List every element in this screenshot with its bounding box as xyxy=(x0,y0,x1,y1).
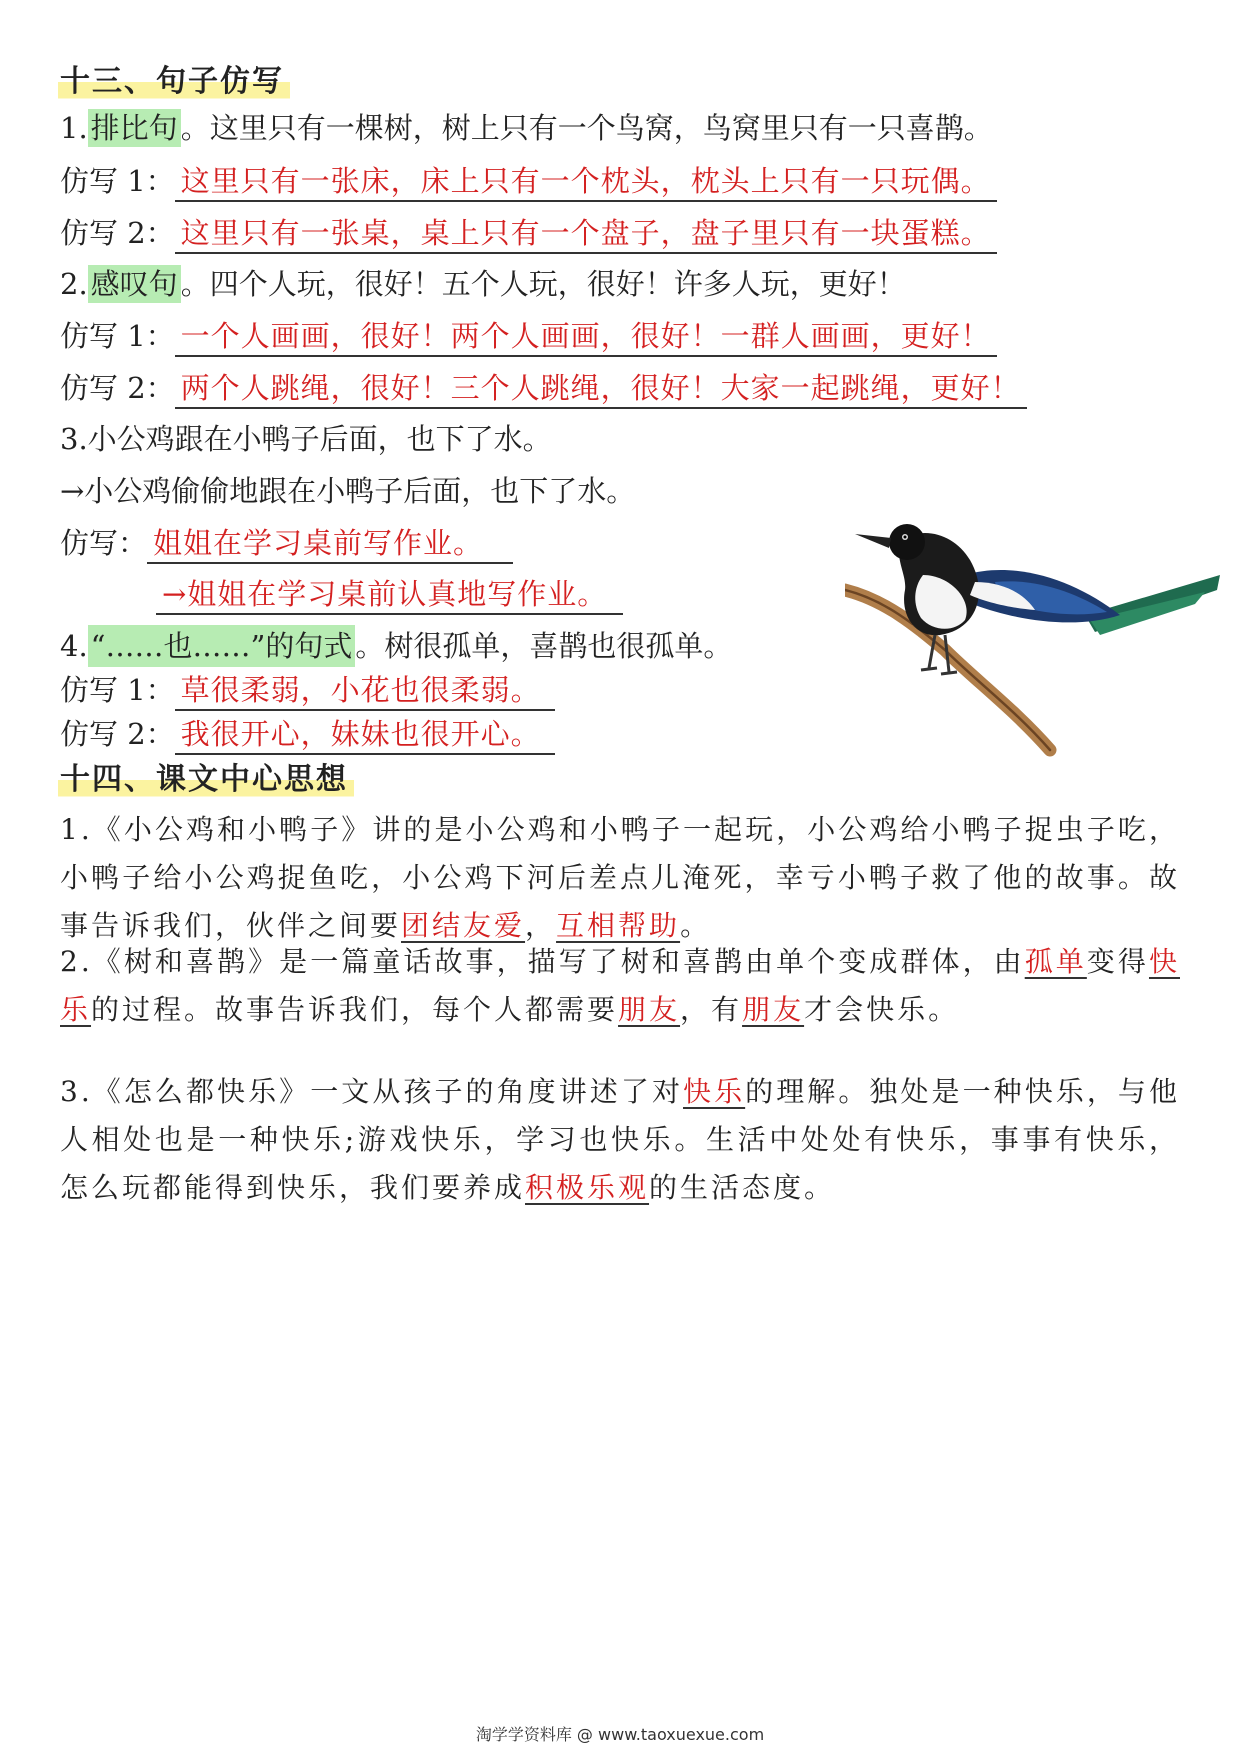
summary-paragraph-3 xyxy=(60,1068,1180,1212)
item2-imitation-1 xyxy=(60,316,997,357)
item2-imitation-2 xyxy=(60,368,1027,409)
item1-imitation-2 xyxy=(60,213,997,254)
item4-tag: “……也……”的句式 xyxy=(88,625,356,667)
answer-blank: 这里只有一张桌，桌上只有一个盘子，盘子里只有一块蛋糕。 xyxy=(175,214,997,254)
summary-paragraph-2 xyxy=(60,938,1180,1034)
keyword: 团结友爱 xyxy=(401,909,526,942)
summary-text: 2.《树和喜鹊》是一篇童话故事，描写了树和喜鹊由单个变成群体，由 xyxy=(60,945,1025,978)
item3-sentence: 3.小公鸡跟在小鸭子后面，也下了水。 xyxy=(60,422,552,456)
item2-number: 2. xyxy=(60,267,88,301)
imitation-label: 仿写 2： xyxy=(60,717,175,751)
summary-text: ，有 xyxy=(680,993,743,1026)
item2-tag: 感叹句 xyxy=(88,265,181,303)
summary-text: 的理解。独处是一种快乐，与他人相处也是一种快乐;游戏快乐，学习也快乐。生活中处处有快乐，事事有快乐，怎么玩都能得到快乐，我们要养成 xyxy=(60,1075,1180,1204)
summary-paragraph-1 xyxy=(60,806,1180,950)
keyword: 孤单 xyxy=(1024,945,1087,978)
section-14-heading: 十四、课文中心思想 xyxy=(58,758,354,802)
item4-imitation-2 xyxy=(60,714,555,755)
magpie-illustration xyxy=(845,520,1225,760)
item1-tag: 排比句 xyxy=(88,109,181,147)
keyword: 积极乐观 xyxy=(525,1171,650,1204)
summary-text: 3.《怎么都快乐》一文从孩子的角度讲述了对 xyxy=(60,1075,684,1108)
summary-text: 才会快乐。 xyxy=(804,993,960,1026)
imitation-label: 仿写 2： xyxy=(60,216,175,250)
item1-number: 1. xyxy=(60,111,88,145)
item3-imitation-expanded xyxy=(156,574,623,615)
imitation-label: 仿写 1： xyxy=(60,164,175,198)
summary-text: 变得 xyxy=(1086,945,1149,978)
item2-sentence: 。四个人玩，很好！五个人玩，很好！许多人玩，更好！ xyxy=(180,267,906,301)
answer-blank: 我很开心，妹妹也很开心。 xyxy=(175,715,555,755)
answer-blank: 草很柔弱，小花也很柔弱。 xyxy=(175,671,555,711)
item4-imitation-1 xyxy=(60,670,555,711)
item1-prompt xyxy=(60,108,993,148)
answer-blank: 姐姐在学习桌前写作业。 xyxy=(147,524,513,564)
section-13-heading: 十三、句子仿写 xyxy=(58,60,290,104)
imitation-label: 仿写 1： xyxy=(60,319,175,353)
imitation-label: 仿写： xyxy=(60,526,148,560)
item3-imitation xyxy=(60,523,513,564)
answer-blank: 一个人画画，很好！两个人画画，很好！一群人画画，更好！ xyxy=(175,317,997,357)
item4-number: 4. xyxy=(60,629,88,663)
answer-blank: →姐姐在学习桌前认真地写作业。 xyxy=(156,575,623,615)
imitation-label: 仿写 1： xyxy=(60,673,175,707)
summary-text: 的过程。故事告诉我们，每个人都需要 xyxy=(91,993,619,1026)
footer-watermark: 淘学学资料库 @ www.taoxuexue.com xyxy=(475,1725,765,1744)
item1-imitation-1 xyxy=(60,161,997,202)
imitation-label: 仿写 2： xyxy=(60,371,175,405)
summary-text: 的生活态度。 xyxy=(649,1171,836,1204)
keyword: 快乐 xyxy=(60,945,1180,1026)
keyword: 朋友 xyxy=(742,993,805,1026)
item4-prompt xyxy=(60,626,732,666)
item3-expanded-sentence: →小公鸡偷偷地跟在小鸭子后面，也下了水。 xyxy=(60,474,636,508)
keyword: 互相帮助 xyxy=(556,909,681,942)
item2-prompt xyxy=(60,264,906,304)
keyword: 快乐 xyxy=(683,1075,746,1108)
summary-text: 。 xyxy=(680,909,712,942)
answer-blank: 这里只有一张床，床上只有一个枕头，枕头上只有一只玩偶。 xyxy=(175,162,997,202)
summary-text: ， xyxy=(525,909,557,942)
item4-sentence: 。树很孤单，喜鹊也很孤单。 xyxy=(355,629,733,663)
answer-blank: 两个人跳绳，很好！三个人跳绳，很好！大家一起跳绳，更好！ xyxy=(175,369,1027,409)
keyword: 朋友 xyxy=(618,993,681,1026)
summary-text: 1.《小公鸡和小鸭子》讲的是小公鸡和小鸭子一起玩，小公鸡给小鸭子捉虫子吃，小鸭子给小公鸡捉鱼吃，小公鸡下河后差点儿淹死，幸亏小鸭子救了他的故事。故事告诉我们，伙伴之间要 xyxy=(60,813,1180,942)
item1-sentence: 。这里只有一棵树，树上只有一个鸟窝，鸟窝里只有一只喜鹊。 xyxy=(180,111,993,145)
